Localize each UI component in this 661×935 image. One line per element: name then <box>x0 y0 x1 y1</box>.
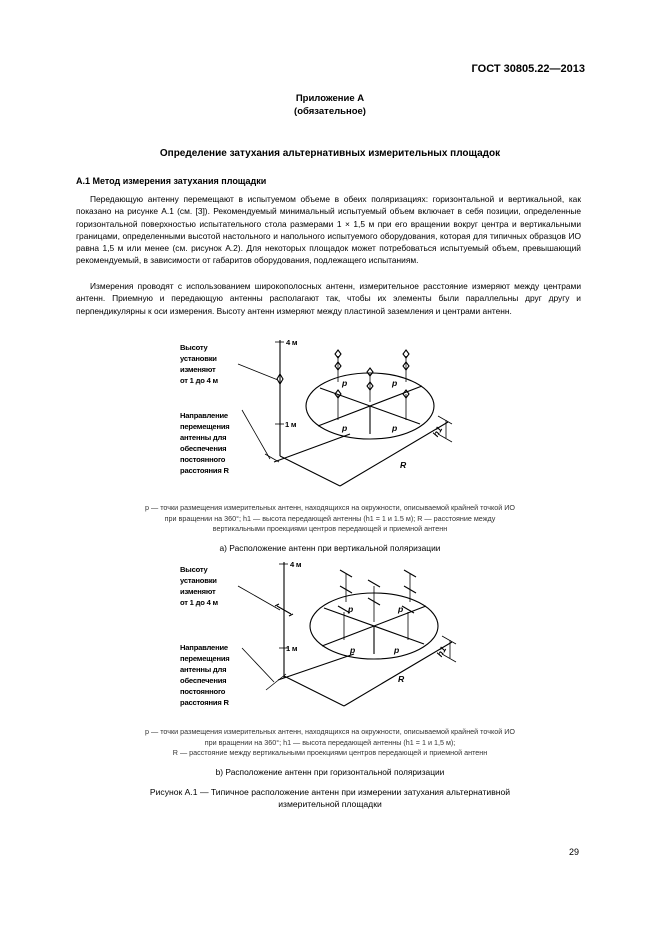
figure-b-diagram <box>170 556 470 716</box>
fig-b-R: R <box>398 674 405 684</box>
fig-b-direction-label-3: антенны для <box>180 665 227 674</box>
fig-b-height-label-1: Высоту <box>180 565 208 574</box>
fig-b-height-label-3: изменяют <box>180 587 216 596</box>
fig-b-h1: h1 <box>434 644 449 659</box>
figure-a-note <box>60 503 600 535</box>
fig-b-mark-4m: 4 м <box>290 560 302 569</box>
fig-b-direction-label-1: Направление <box>180 643 228 652</box>
fig-b-direction-label-2: перемещения <box>180 654 230 663</box>
fig-a-direction-label-4: обеспечения <box>180 444 227 453</box>
fig-b-note-3: R — расстояние между вертикальными проекциями центров передающей и приемной антенн <box>172 748 488 757</box>
figure-b-note <box>60 727 600 759</box>
section-title: Определение затухания альтернативных измерительных площадок <box>159 148 501 159</box>
fig-a-direction-label-2: перемещения <box>180 422 230 431</box>
fig-b-height-leader <box>238 586 280 610</box>
fig-b-p-3: p <box>350 645 356 655</box>
fig-b-mark-1m: 1 м <box>286 644 298 653</box>
fig-b-direction-leader <box>242 648 274 682</box>
fig-b-p-2: p <box>398 604 404 614</box>
fig-a-height-label-4: от 1 до 4 м <box>180 376 218 385</box>
fig-a-direction-label-5: постоянного <box>180 455 226 464</box>
standard-number: ГОСТ 30805.22—2013 <box>471 63 585 75</box>
fig-a-mark-1m: 1 м <box>285 420 297 429</box>
fig-a-height-leader <box>238 364 278 380</box>
fig-a-note-3: вертикальными проекциями центров передающей и приемной антенн <box>212 524 448 533</box>
page-number: 29 <box>568 847 579 857</box>
fig-b-direction-label-5: постоянного <box>180 687 226 696</box>
fig-b-height-label-2: установки <box>180 576 217 585</box>
annex-heading <box>60 92 600 118</box>
figure-a-diagram <box>170 334 470 494</box>
fig-b-direction-label-6: расстояния R <box>180 698 229 707</box>
annex-status: (обязательное) <box>294 106 366 117</box>
paragraph-2: Измерения проводят с использованием широкополосных антенн, измерительное расстояние измеряют между центрами антенн. Приемную и передающую антенны располагают так, чтобы их элементы были параллельны друг другу и перпендикулярны к оси измерения. Высоту антенн измеряют между пластиной заземления и центрами антенн. <box>76 281 581 316</box>
fig-b-p-1: p <box>348 604 354 614</box>
fig-a-h1: h1 <box>430 424 445 439</box>
fig-b-height-label-4: от 1 до 4 м <box>180 598 218 607</box>
fig-a-height-label-1: Высоту <box>180 343 208 352</box>
fig-a-direction-label-6: расстояния R <box>180 466 229 475</box>
fig-b-direction-label-4: обеспечения <box>180 676 227 685</box>
paragraph-1: Передающую антенну перемещают в испытуемом объеме в обеих поляризациях: горизонтальной и вертикальной, как показано на рисунке А.1 (см. [3]). Рекомендуемый минимальный испытуемый объем включает в себя позиции, определенные горизонтальной поверхностью испытательного стола размерами 1 × 1,5 м при его вращении вокруг центра и вертикальными границами, определенными высотой настольного и напольного испытуемого оборудования, которая для типичных образцов ИО равна 1,5 м или менее (см. рисунок А.2). Для некоторых площадок может потребоваться испытуемый объем, превышающий рекомендуемый, в зависимости от габаритов оборудования, подлежащего испытаниям. <box>76 194 581 266</box>
annex-title: Приложение А <box>295 93 365 104</box>
fig-a-p-3: p <box>342 423 348 433</box>
fig-b-note-2: при вращении на 360°; h1 — высота передающей антенны (h1 = 1 и 1,5 м); <box>204 737 456 747</box>
fig-a-p-4: p <box>392 423 398 433</box>
figure-caption-line-2: измерительной площадки <box>278 799 382 809</box>
fig-a-direction-label-3: антенны для <box>180 433 227 442</box>
fig-a-note-1: p — точки размещения измерительных антенн, находящихся на окружности, описываемой крайней точкой ИО <box>145 503 515 512</box>
figure-a-caption: а) Расположение антенн при вертикальной поляризации <box>219 543 441 553</box>
fig-a-direction-label-1: Направление <box>180 411 228 420</box>
subsection-title: А.1 Метод измерения затухания площадки <box>76 176 267 186</box>
fig-b-p-4: p <box>394 645 400 655</box>
figure-caption <box>90 786 570 810</box>
fig-a-p-2: p <box>392 378 398 388</box>
fig-a-height-label-2: установки <box>180 354 217 363</box>
figure-b-caption: b) Расположение антенн при горизонтальной поляризации <box>215 767 445 777</box>
fig-b-note-1: p — точки размещения измерительных антенн, находящихся на окружности, описываемой крайней точкой ИО <box>145 727 515 736</box>
figure-caption-line-1: Рисунок А.1 — Типичное расположение антенн при измерении затухания альтернативной <box>149 787 511 797</box>
fig-a-mark-4m: 4 м <box>286 338 298 347</box>
fig-a-note-2: при вращении на 360°; h1 — высота передающей антенны (h1 = 1 и 1.5 м); R — расстояние между <box>164 513 496 523</box>
fig-a-p-1: p <box>342 378 348 388</box>
fig-a-direction-leader <box>242 410 270 459</box>
fig-a-height-label-3: изменяют <box>180 365 216 374</box>
fig-a-R: R <box>400 460 407 470</box>
